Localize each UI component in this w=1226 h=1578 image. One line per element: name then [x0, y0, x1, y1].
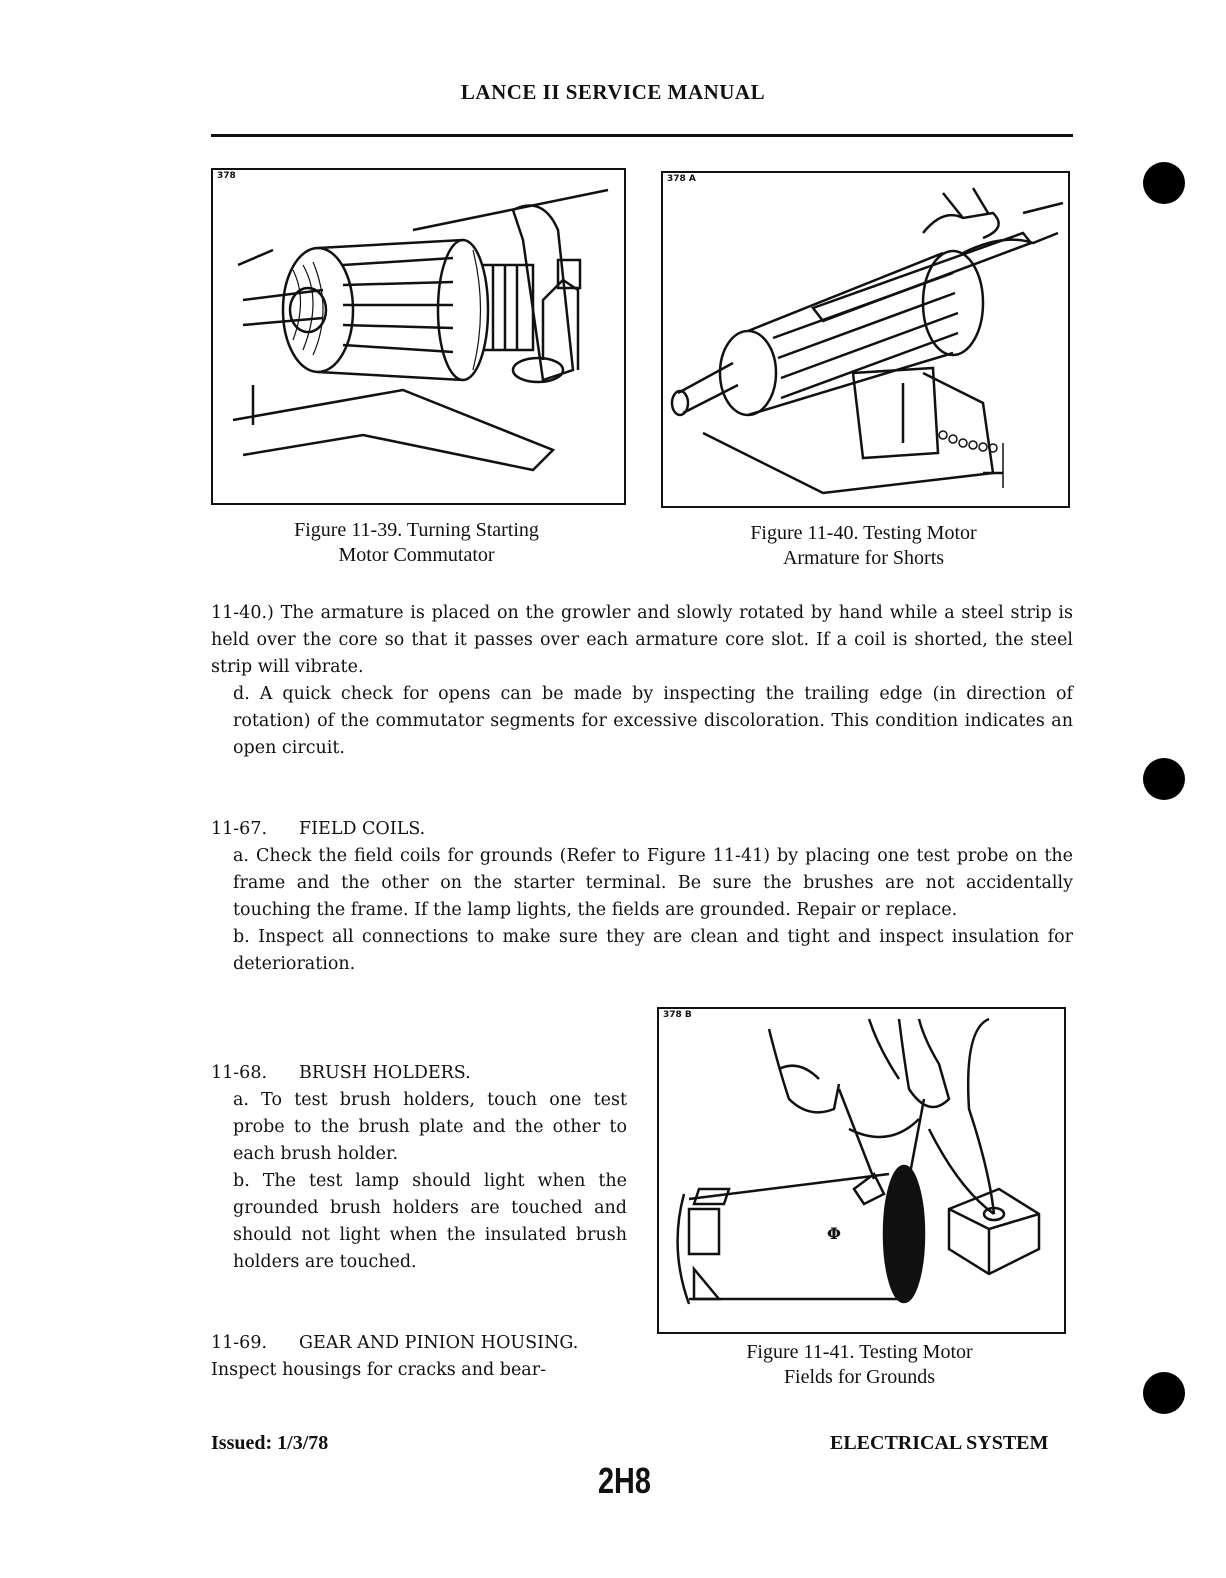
issued-date: Issued: 1/3/78 — [211, 1432, 329, 1454]
intro-text — [211, 600, 1073, 762]
figure-11-39 — [211, 168, 626, 505]
caption-line: Figure 11-39. Turning Starting — [294, 519, 539, 541]
caption-11-39 — [211, 518, 622, 568]
caption-11-40 — [661, 521, 1066, 571]
armature-growler-illustration — [663, 173, 1068, 506]
heading-brush-holders — [211, 1060, 471, 1087]
figure-11-40 — [661, 171, 1070, 508]
paragraph-field-coils-a: a. Check the field coils for grounds (Refer to Figure 11-41) by placing one test probe on the frame and the other on the starter terminal. Be sure the brushes are not accidentally touching the frame. If the lamp lights, the fields are grounded. Repair or replace. — [233, 846, 1073, 920]
figure-label: 378 A — [667, 174, 696, 184]
gear-housing-text — [211, 1357, 627, 1384]
section-number: 11-68. — [211, 1063, 268, 1083]
section-number: 11-67. — [211, 819, 268, 839]
figure-label: 378 B — [663, 1010, 692, 1020]
paragraph-field-coils-b: b. Inspect all connections to make sure they are clean and tight and inspect insulation for deterioration. — [233, 927, 1073, 974]
field-coil-test-illustration — [659, 1009, 1064, 1332]
caption-line: Figure 11-40. Testing Motor — [750, 522, 977, 544]
caption-line: Armature for Shorts — [782, 547, 945, 569]
manual-title: LANCE II SERVICE MANUAL — [460, 80, 766, 104]
heading-field-coils — [211, 816, 425, 843]
field-coils-text — [211, 843, 1073, 978]
section-number: 11-69. — [211, 1333, 268, 1353]
page-code: 2H8 — [598, 1460, 651, 1501]
figure-11-41 — [657, 1007, 1066, 1334]
paragraph-gear-housing: Inspect housings for cracks and bear- — [211, 1360, 547, 1380]
punch-hole-bottom — [1143, 1372, 1185, 1414]
heading-gear-housing — [211, 1330, 578, 1357]
paragraph-brush-holders-a: a. To test brush holders, touch one test probe to the brush plate and the other to each brush holder. — [233, 1090, 627, 1164]
paragraph-opens-check: d. A quick check for opens can be made by inspecting the trailing edge (in direction of rotation) of the commutator segments for excessive discoloration. This condition indicates an open circuit. — [233, 684, 1073, 758]
section-title: FIELD COILS. — [299, 819, 426, 839]
caption-line: Motor Commutator — [338, 544, 495, 566]
section-title: BRUSH HOLDERS. — [299, 1063, 471, 1083]
punch-hole-middle — [1143, 758, 1185, 800]
section-name: ELECTRICAL SYSTEM — [830, 1432, 1049, 1454]
brush-holders-text — [211, 1087, 627, 1276]
punch-hole-top — [1143, 162, 1185, 204]
svg-text:Φ: Φ — [827, 1224, 841, 1243]
caption-line: Fields for Grounds — [783, 1366, 936, 1388]
commutator-lathe-illustration — [213, 170, 624, 503]
caption-line: Figure 11-41. Testing Motor — [746, 1341, 973, 1363]
figure-label: 378 — [217, 171, 236, 181]
header-rule — [211, 134, 1073, 137]
caption-11-41 — [657, 1340, 1062, 1390]
paragraph-brush-holders-b: b. The test lamp should light when the grounded brush holders are touched and should not light when the insulated brush holders are touched. — [233, 1171, 627, 1272]
section-title: GEAR AND PINION HOUSING. — [299, 1333, 579, 1353]
paragraph-growler: 11-40.) The armature is placed on the growler and slowly rotated by hand while a steel strip is held over the core so that it passes over each armature core slot. If a coil is shorted, the steel strip will vibrate. — [211, 603, 1073, 677]
